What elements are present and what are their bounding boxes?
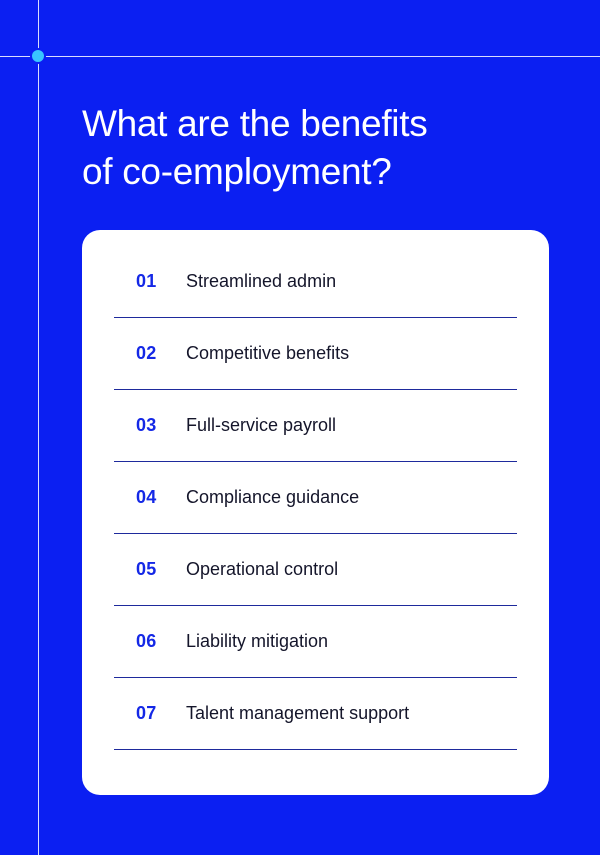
item-label: Talent management support	[186, 703, 410, 723]
item-number: 03	[136, 415, 157, 435]
title-line-1: What are the benefits	[82, 103, 428, 144]
list-item	[114, 318, 517, 390]
list-item	[114, 246, 517, 318]
item-label: Competitive benefits	[186, 343, 350, 363]
list-item	[114, 606, 517, 678]
list-item	[114, 390, 517, 462]
item-label: Streamlined admin	[186, 271, 337, 291]
decorative-vertical-line	[38, 0, 39, 855]
item-label: Compliance guidance	[186, 487, 360, 507]
item-number: 06	[136, 631, 157, 651]
item-label: Full-service payroll	[186, 415, 337, 435]
item-label: Liability mitigation	[186, 631, 329, 651]
page-title	[82, 100, 542, 196]
list-item	[114, 534, 517, 606]
item-number: 07	[136, 703, 157, 723]
benefits-card	[82, 230, 549, 795]
item-number: 04	[136, 487, 157, 507]
item-number: 01	[136, 271, 157, 291]
item-number: 02	[136, 343, 157, 363]
item-number: 05	[136, 559, 157, 579]
item-label: Operational control	[186, 559, 339, 579]
dot-icon	[32, 50, 44, 62]
benefits-list	[114, 246, 517, 750]
list-item	[114, 678, 517, 750]
list-item	[114, 462, 517, 534]
decorative-horizontal-line	[0, 56, 600, 57]
title-line-2: of co-employment?	[82, 151, 392, 192]
